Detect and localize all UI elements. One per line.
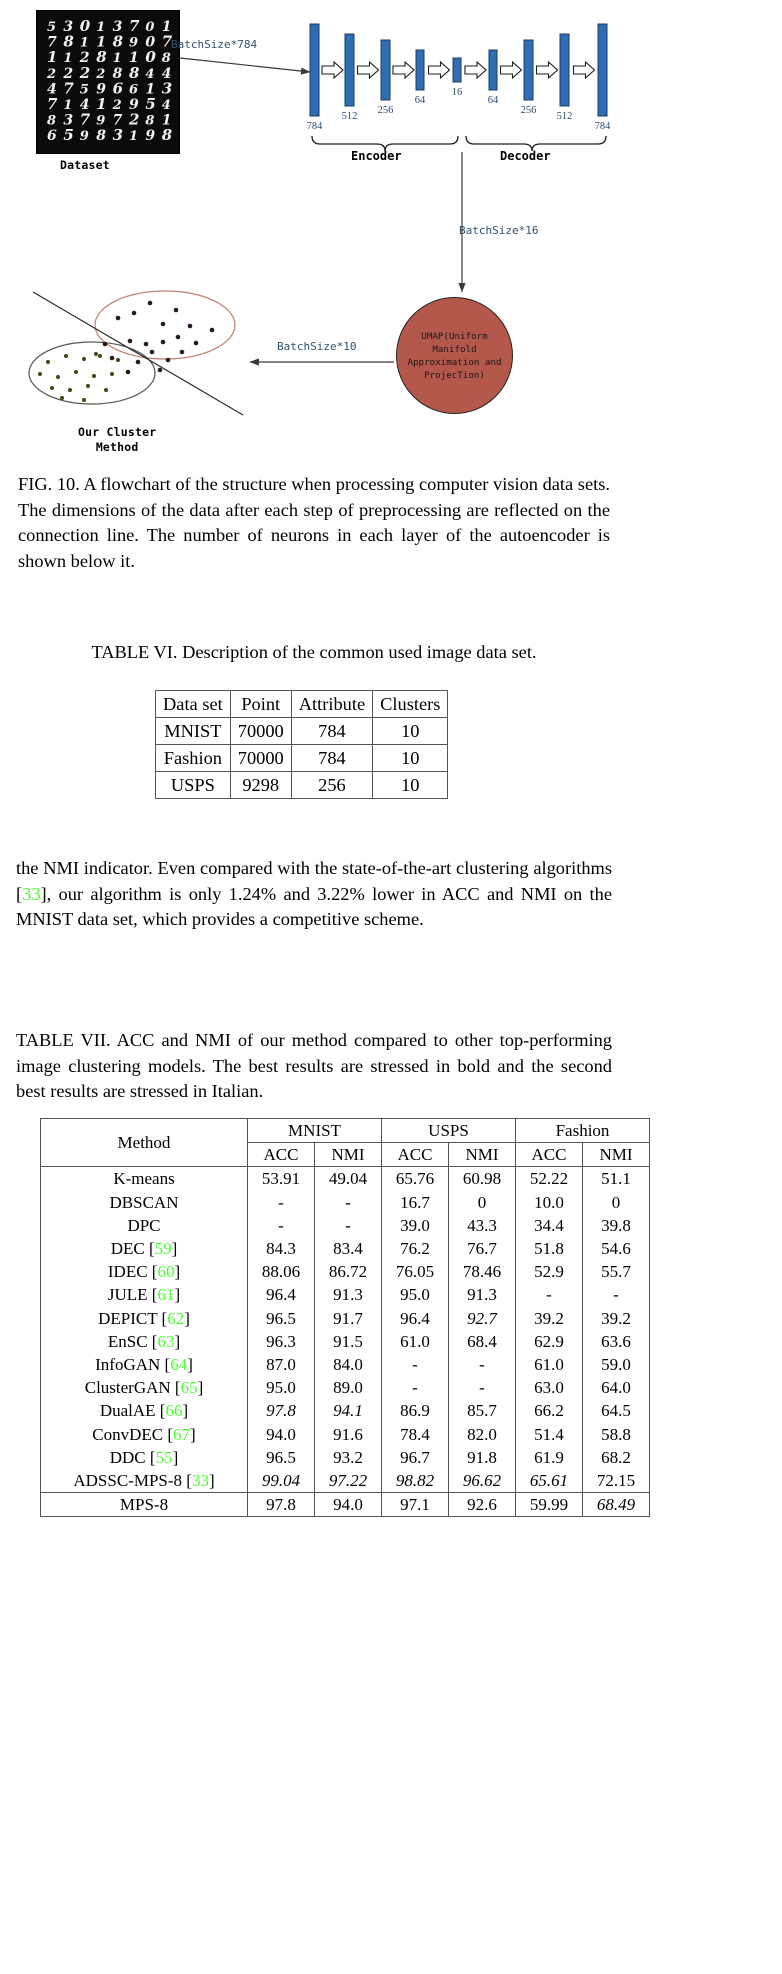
umap-node [396,297,513,414]
table7-method-cell [41,1376,248,1399]
table7-value-cell: 86.72 [315,1260,382,1283]
table6 [155,690,448,799]
table6-cell: MNIST [156,718,231,745]
table6-col-dataset: Data set [156,691,231,718]
table7-value-cell: 96.4 [248,1283,315,1306]
citation-61[interactable]: 61 [157,1285,175,1305]
table7-value-cell: 64.5 [583,1399,650,1422]
svg-text:7: 7 [47,95,58,113]
svg-text:2: 2 [129,110,140,129]
table7-value-cell: 39.2 [516,1307,583,1330]
citation-65[interactable]: 65 [180,1378,198,1398]
table7-col-method: Method [41,1119,248,1167]
table7-value-cell: 91.5 [315,1330,382,1353]
svg-text:3: 3 [63,19,74,35]
table7-value-cell: 65.61 [516,1469,583,1493]
svg-text:2: 2 [63,65,74,82]
table7-value-cell: 92.7 [449,1307,516,1330]
svg-text:9: 9 [129,97,139,113]
table7-value-cell: 34.4 [516,1214,583,1237]
svg-text:6: 6 [129,82,139,98]
table7-metric-header: ACC [382,1143,449,1167]
table7-metric-header: NMI [583,1143,650,1167]
svg-text:2: 2 [112,98,122,113]
encoder-label: Encoder [351,149,402,163]
table7-row [41,1376,650,1399]
svg-text:8: 8 [145,113,155,129]
svg-text:256: 256 [377,105,394,116]
table7 [40,1118,650,1517]
svg-text:64: 64 [487,95,499,106]
svg-text:1: 1 [96,95,107,113]
svg-text:3: 3 [63,112,74,129]
table7-value-cell: 89.0 [315,1376,382,1399]
bracket-close: ] [182,1401,189,1421]
svg-text:0: 0 [79,17,91,35]
svg-text:0: 0 [145,48,156,67]
table6-cell: 256 [291,772,372,799]
table7-method-cell: DBSCAN [109,1192,179,1212]
svg-text:0: 0 [145,34,156,51]
svg-text:2: 2 [96,66,106,82]
svg-text:512: 512 [341,111,358,122]
citation-60[interactable]: 60 [157,1262,175,1282]
table7-row [41,1353,650,1376]
table7-method-cell [41,1283,248,1306]
bracket-close: ] [174,1331,181,1351]
table7-metric-header: ACC [516,1143,583,1167]
svg-text:0: 0 [145,20,155,35]
table7-value-cell: 63.0 [516,1376,583,1399]
table7-value-cell: 63.6 [583,1330,650,1353]
table7-value-cell: 86.9 [382,1399,449,1422]
table7-value-cell: 96.62 [449,1469,516,1493]
table7-value-cell: 55.7 [583,1260,650,1283]
table7-value-cell: 91.8 [449,1446,516,1469]
bracket-close: ] [171,1239,178,1259]
table7-value-cell: 61.0 [382,1330,449,1353]
table7-value-cell: 92.6 [449,1493,516,1517]
table6-cell: 10 [373,718,448,745]
table7-value-cell: 84.3 [248,1237,315,1260]
table7-value-cell: 0 [449,1191,516,1214]
table7-head [41,1119,650,1167]
svg-text:4: 4 [47,81,57,98]
table7-value-cell: 39.2 [583,1307,650,1330]
table6-col-attribute: Attribute [291,691,372,718]
table7-value-cell: 58.8 [583,1423,650,1446]
table7-value-cell: 88.06 [248,1260,315,1283]
figure-10 [0,0,782,470]
method-name: IDEC [ [107,1262,158,1282]
arrow-label-input: BatchSize*784 [171,38,258,51]
table7-row [41,1191,650,1214]
arrow-label-cluster: BatchSize*10 [277,340,357,353]
table6-cell: 70000 [230,718,291,745]
svg-text:4: 4 [79,97,90,113]
bracket-close: ] [174,1262,181,1282]
table7-method-cell [41,1446,248,1469]
table7-value-cell: 51.4 [516,1423,583,1446]
method-name: JULE [ [107,1285,158,1305]
table7-value-cell: - [583,1283,650,1306]
table7-value-cell: 82.0 [449,1423,516,1446]
table7-header-row-datasets [41,1119,650,1143]
svg-text:4: 4 [161,65,172,82]
table7-value-cell: 95.0 [248,1376,315,1399]
table7-value-cell: 99.04 [248,1469,315,1493]
svg-text:8: 8 [161,126,173,145]
svg-text:4: 4 [145,66,155,82]
table7-metric-header: ACC [248,1143,315,1167]
table7-row [41,1446,650,1469]
figure-caption-text: A flowchart of the structure when processing computer vision data sets. The dimensions of the data after each step of preprocessing are reflected on the connection line. The number of neurons in each layer of the autoencoder is shown below it. [18,474,610,571]
svg-text:64: 64 [414,95,426,106]
table7-value-cell: 68.2 [583,1446,650,1469]
table7-value-cell: - [516,1283,583,1306]
bracket-close: ] [190,1424,196,1444]
table7-value-cell: 97.22 [315,1469,382,1493]
method-name: EnSC [ [107,1331,158,1351]
table7-method-cell [41,1469,248,1493]
svg-text:8: 8 [47,113,57,129]
table7-value-cell: 16.7 [382,1191,449,1214]
table7-value-cell: 96.4 [382,1307,449,1330]
table7-value-cell: 68.49 [583,1493,650,1517]
method-name: InfoGAN [ [95,1355,171,1375]
table7-value-cell: 39.0 [382,1214,449,1237]
citation-33[interactable]: 33 [191,1471,209,1491]
table6-cell: USPS [156,772,231,799]
svg-text:1: 1 [161,112,172,129]
table7-group-fashion: Fashion [516,1119,650,1143]
table7-value-cell: 96.5 [248,1446,315,1469]
table7-value-cell: 76.05 [382,1260,449,1283]
citation-64[interactable]: 64 [170,1355,188,1375]
svg-text:9: 9 [96,81,106,98]
table7-value-cell: 59.0 [583,1353,650,1376]
table7-value-cell: 87.0 [248,1353,315,1376]
table7-value-cell: 51.1 [583,1167,650,1191]
table7-body [41,1167,650,1517]
table7-value-cell: 64.0 [583,1376,650,1399]
table7-value-cell: 51.8 [516,1237,583,1260]
svg-text:1: 1 [129,50,139,67]
svg-text:9: 9 [79,129,89,145]
citation-59[interactable]: 59 [154,1239,172,1259]
table7-group-mnist: MNIST [248,1119,382,1143]
citation-55[interactable]: 55 [155,1447,173,1467]
table6-cell: 10 [373,772,448,799]
table7-value-cell: 91.6 [315,1423,382,1446]
table7-value-cell: 76.2 [382,1237,449,1260]
svg-text:1: 1 [79,35,89,51]
svg-text:3: 3 [161,79,173,98]
method-name: ClusterGAN [ [84,1378,181,1398]
paragraph-part2: ], our algorithm is only 1.24% and 3.22% lower in ACC and NMI on the MNIST data set, which provides a competitive scheme. [16,883,612,929]
method-name: DEPICT [ [98,1308,168,1328]
table6-body [156,718,448,799]
table7-value-cell: 83.4 [315,1237,382,1260]
table7-method-cell: K-means [113,1169,175,1189]
svg-text:5: 5 [47,20,57,35]
table7-row [41,1307,650,1330]
table7-row [41,1469,650,1493]
table7-value-cell: 65.76 [382,1167,449,1191]
svg-text:256: 256 [520,105,537,116]
our-cluster-method-label [78,425,156,455]
table6-header-row [156,691,448,718]
method-name: DualAE [ [99,1401,166,1421]
svg-text:1: 1 [129,129,139,145]
svg-text:7: 7 [79,110,91,129]
umap-label: UMAP(Uniform Manifold Approximation and ProjecTion) [407,330,502,381]
table7-value-cell: - [248,1214,315,1237]
table7-value-cell: 66.2 [516,1399,583,1422]
svg-text:3: 3 [112,19,123,35]
table7-value-cell: - [315,1214,382,1237]
body-paragraph [16,856,612,933]
table7-row [41,1330,650,1353]
svg-text:784: 784 [594,121,611,132]
table7-value-cell: 72.15 [583,1469,650,1493]
table7-method-cell: DPC [127,1215,161,1235]
table6-row [156,745,448,772]
citation-63[interactable]: 63 [157,1331,175,1351]
table6-container [155,690,448,799]
svg-text:8: 8 [96,48,107,67]
table6-cell: 70000 [230,745,291,772]
bracket-close: ] [208,1471,215,1491]
table7-row [41,1214,650,1237]
table7-value-cell: 78.46 [449,1260,516,1283]
svg-text:2: 2 [79,63,91,82]
table7-value-cell: 91.3 [315,1283,382,1306]
table7-metric-header: NMI [449,1143,516,1167]
table7-value-cell: 76.7 [449,1237,516,1260]
svg-text:1: 1 [96,34,106,51]
table6-cell: 9298 [230,772,291,799]
paragraph-part1: the NMI indicator. Even compared with the state-of-the-art clustering algorithms [ [16,858,612,904]
table7-row [41,1399,650,1422]
citation-33[interactable]: 33 [22,883,41,904]
svg-text:1: 1 [47,48,58,67]
svg-text:16: 16 [451,87,463,98]
table7-row [41,1493,650,1517]
table6-row [156,718,448,745]
table7-value-cell: - [382,1376,449,1399]
table7-value-cell: 52.22 [516,1167,583,1191]
method-name: ADSSC-MPS-8 [ [73,1471,192,1491]
table7-method-cell [41,1307,248,1330]
svg-text:1: 1 [63,98,73,113]
table7-value-cell: 96.3 [248,1330,315,1353]
table7-container [40,1118,650,1517]
svg-text:7: 7 [161,32,173,51]
table7-value-cell: 60.98 [449,1167,516,1191]
bracket-close: ] [184,1308,190,1328]
table7-method-cell [41,1330,248,1353]
svg-text:5: 5 [79,82,89,98]
table7-value-cell: 98.82 [382,1469,449,1493]
table6-cell: 10 [373,745,448,772]
table7-value-cell: 39.8 [583,1214,650,1237]
table7-method-cell [41,1353,248,1376]
table6-col-clusters: Clusters [373,691,448,718]
dataset-label: Dataset [60,158,110,172]
svg-text:6: 6 [47,128,57,145]
table7-value-cell: 97.8 [248,1399,315,1422]
table6-head [156,691,448,718]
svg-text:1: 1 [112,51,122,67]
svg-text:9: 9 [96,113,106,129]
table7-value-cell: 93.2 [315,1446,382,1469]
our-cluster-line2: Method [95,440,139,454]
figure-caption [18,472,610,574]
svg-text:5: 5 [63,126,74,145]
arrow-label-latent: BatchSize*16 [459,224,539,237]
svg-text:8: 8 [129,63,140,82]
table7-method-cell [41,1237,248,1260]
svg-text:8: 8 [63,32,74,51]
table7-row [41,1283,650,1306]
table7-value-cell: 94.0 [248,1423,315,1446]
table7-value-cell: - [382,1353,449,1376]
svg-text:7: 7 [129,17,140,35]
table7-value-cell: 68.4 [449,1330,516,1353]
method-name: ConvDEC [ [92,1424,174,1444]
table7-method-cell [41,1260,248,1283]
figure-caption-label: FIG. 10. [18,474,80,494]
table7-value-cell: 43.3 [449,1214,516,1237]
table7-value-cell: - [449,1376,516,1399]
table7-value-cell: - [248,1191,315,1214]
svg-text:9: 9 [145,128,156,145]
table7-value-cell: 59.99 [516,1493,583,1517]
citation-62[interactable]: 62 [167,1308,185,1328]
table7-value-cell: 91.3 [449,1283,516,1306]
svg-text:1: 1 [145,81,156,98]
table7-caption: TABLE VII. ACC and NMI of our method compared to other top-performing image clustering models. The best results are stressed in bold and the second best results are stressed in Italian. [16,1030,612,1101]
svg-text:1: 1 [96,20,106,35]
table7-value-cell: 97.8 [248,1493,315,1517]
table7-row [41,1167,650,1191]
table7-value-cell: - [449,1353,516,1376]
table7-value-cell: 53.91 [248,1167,315,1191]
table6-cell: Fashion [156,745,231,772]
table7-value-cell: 61.0 [516,1353,583,1376]
table7-metric-header: NMI [315,1143,382,1167]
table7-method-cell [41,1399,248,1422]
table7-value-cell: 49.04 [315,1167,382,1191]
svg-text:2: 2 [79,50,90,67]
table7-value-cell: 61.9 [516,1446,583,1469]
table6-col-point: Point [230,691,291,718]
bracket-close: ] [187,1355,193,1375]
svg-text:7: 7 [47,34,57,51]
svg-text:8: 8 [112,65,123,82]
table7-value-cell: 96.5 [248,1307,315,1330]
bracket-close: ] [174,1285,181,1305]
table7-value-cell: - [315,1191,382,1214]
table6-cell: 784 [291,718,372,745]
table6-cell: 784 [291,745,372,772]
table7-value-cell: 94.1 [315,1399,382,1422]
table7-value-cell: 10.0 [516,1191,583,1214]
table7-value-cell: 78.4 [382,1423,449,1446]
table6-caption: TABLE VI. Description of the common used image data set. [91,642,537,662]
table7-value-cell: 97.1 [382,1493,449,1517]
svg-text:6: 6 [112,79,124,98]
svg-text:9: 9 [129,35,139,51]
table7-row [41,1423,650,1446]
svg-text:784: 784 [306,121,323,132]
table7-method-cell: MPS-8 [41,1493,248,1517]
table6-row [156,772,448,799]
table7-value-cell: 62.9 [516,1330,583,1353]
svg-text:7: 7 [63,79,74,98]
citation-67[interactable]: 67 [173,1424,191,1444]
svg-text:8: 8 [161,51,171,67]
bracket-close: ] [172,1447,179,1467]
table7-value-cell: 96.7 [382,1446,449,1469]
table7-row [41,1260,650,1283]
svg-text:1: 1 [63,51,73,67]
table7-value-cell: 91.7 [315,1307,382,1330]
table7-row [41,1237,650,1260]
svg-text:5: 5 [145,95,156,113]
citation-66[interactable]: 66 [165,1401,183,1421]
table7-value-cell: 85.7 [449,1399,516,1422]
table7-group-usps: USPS [382,1119,516,1143]
svg-text:7: 7 [112,112,123,129]
svg-text:2: 2 [47,66,57,82]
table7-value-cell: 84.0 [315,1353,382,1376]
table7-method-cell [41,1423,248,1446]
bracket-close: ] [197,1378,204,1398]
svg-text:3: 3 [112,126,124,145]
method-name: DDC [ [109,1447,156,1467]
mnist-digits-svg [37,11,179,153]
table7-value-cell: 52.9 [516,1260,583,1283]
decoder-label: Decoder [500,149,551,163]
table7-value-cell: 0 [583,1191,650,1214]
svg-text:8: 8 [96,128,106,145]
our-cluster-line1: Our Cluster [78,425,157,439]
table7-value-cell: 94.0 [315,1493,382,1517]
svg-text:512: 512 [556,111,573,122]
table7-value-cell: 95.0 [382,1283,449,1306]
svg-text:1: 1 [161,19,172,35]
method-name: DEC [ [110,1239,155,1259]
svg-text:8: 8 [112,32,124,51]
svg-text:4: 4 [161,98,171,113]
table7-value-cell: 54.6 [583,1237,650,1260]
mnist-sample-grid [36,10,180,154]
